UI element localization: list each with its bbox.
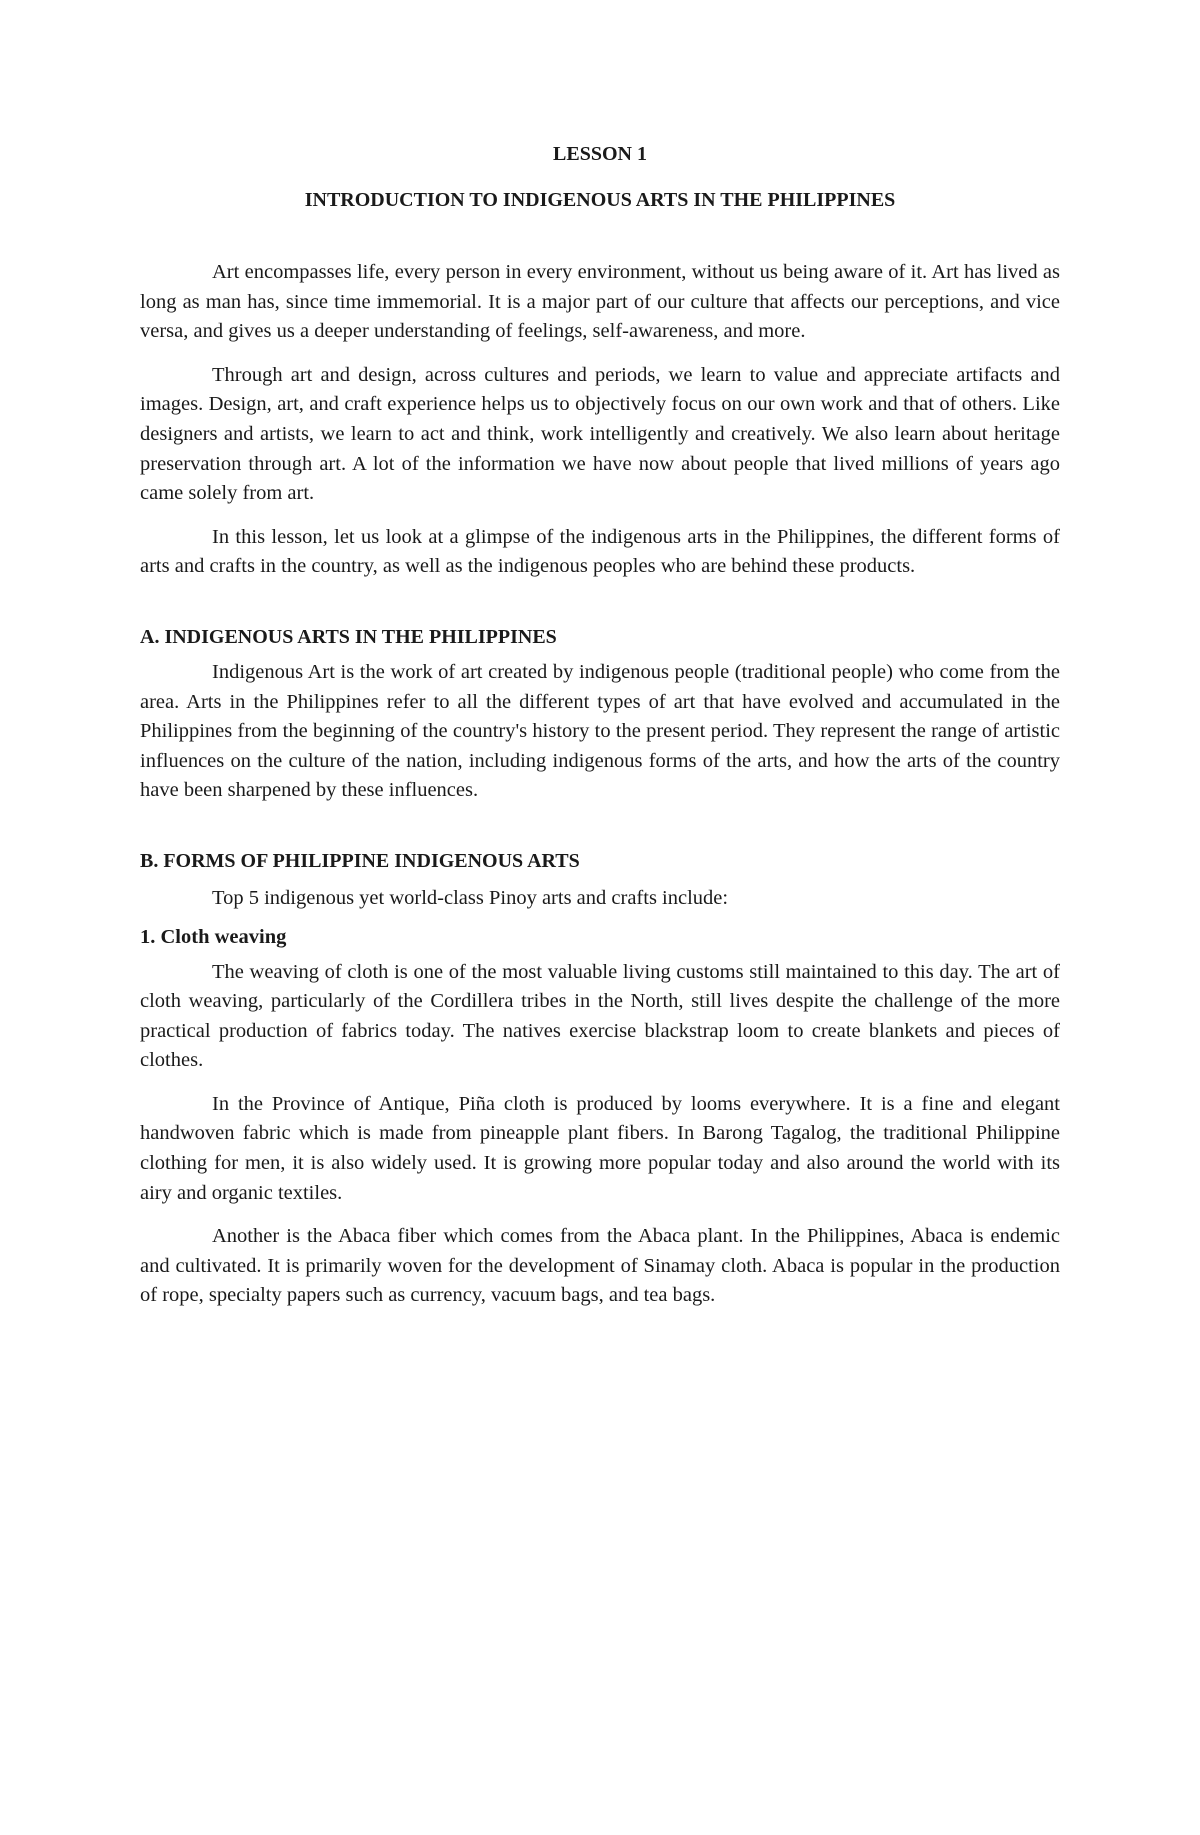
section-b-intro: Top 5 indigenous yet world-class Pinoy arts and crafts include: <box>212 886 729 909</box>
intro-paragraph-2: Through art and design, across cultures and periods, we learn to value and appreciate artifacts and images. Design, art, and craft experience helps us to objectively focus on our own work and that of others. Like designers and artists, we learn to act and think, work intelligently and creatively. We also learn about heritage preservation through art. A lot of the information we have now about people that lived millions of years ago came solely from art. <box>140 363 1060 505</box>
section-a-paragraph: Indigenous Art is the work of art created by indigenous people (traditional people) who come from the area. Arts in the Philippines refer to all the different types of art that have evolved and accumulated in the Philippines from the beginning of the country's history to the present period. They represent the range of artistic influences on the culture of the nation, including indigenous forms of the arts, and how the arts of the country have been sharpened by these influences. <box>140 660 1060 802</box>
cloth-weaving-paragraph-3: Another is the Abaca fiber which comes from the Abaca plant. In the Philippines, Abaca is endemic and cultivated. It is primarily woven for the development of Sinamay cloth. Abaca is popular in the production of rope, specialty papers such as currency, vacuum bags, and tea bags. <box>140 1225 1060 1307</box>
cloth-weaving-paragraph-2: In the Province of Antique, Piña cloth is produced by looms everywhere. It is a fine and elegant handwoven fabric which is made from pineapple plant fibers. In Barong Tagalog, the traditional Philippine clothing for men, it is also widely used. It is growing more popular today and also around the world with its airy and organic textiles. <box>140 1092 1060 1204</box>
section-a-heading: A. INDIGENOUS ARTS IN THE PHILIPPINES <box>140 625 557 648</box>
cloth-weaving-heading: 1. Cloth weaving <box>140 925 287 948</box>
intro-paragraph-3: In this lesson, let us look at a glimpse of the indigenous arts in the Philippines, the different forms of arts and crafts in the country, as well as the indigenous peoples who are behind these products. <box>140 525 1060 578</box>
lesson-title: INTRODUCTION TO INDIGENOUS ARTS IN THE PHILIPPINES <box>304 189 896 211</box>
intro-paragraph-1: Art encompasses life, every person in every environment, without us being aware of it. Art has lived as long as man has, since time immemorial. It is a major part of our culture that affects our perceptions, and vice versa, and gives us a deeper understanding of feelings, self-awareness, and more. <box>140 261 1060 343</box>
cloth-weaving-paragraph-1: The weaving of cloth is one of the most valuable living customs still maintained to this day. The art of cloth weaving, particularly of the Cordillera tribes in the North, still lives despite the challenge of the more practical production of fabrics today. The natives exercise blackstrap loom to create blankets and pieces of clothes. <box>140 960 1060 1072</box>
lesson-label: LESSON 1 <box>553 143 647 165</box>
section-b-heading: B. FORMS OF PHILIPPINE INDIGENOUS ARTS <box>140 849 580 872</box>
